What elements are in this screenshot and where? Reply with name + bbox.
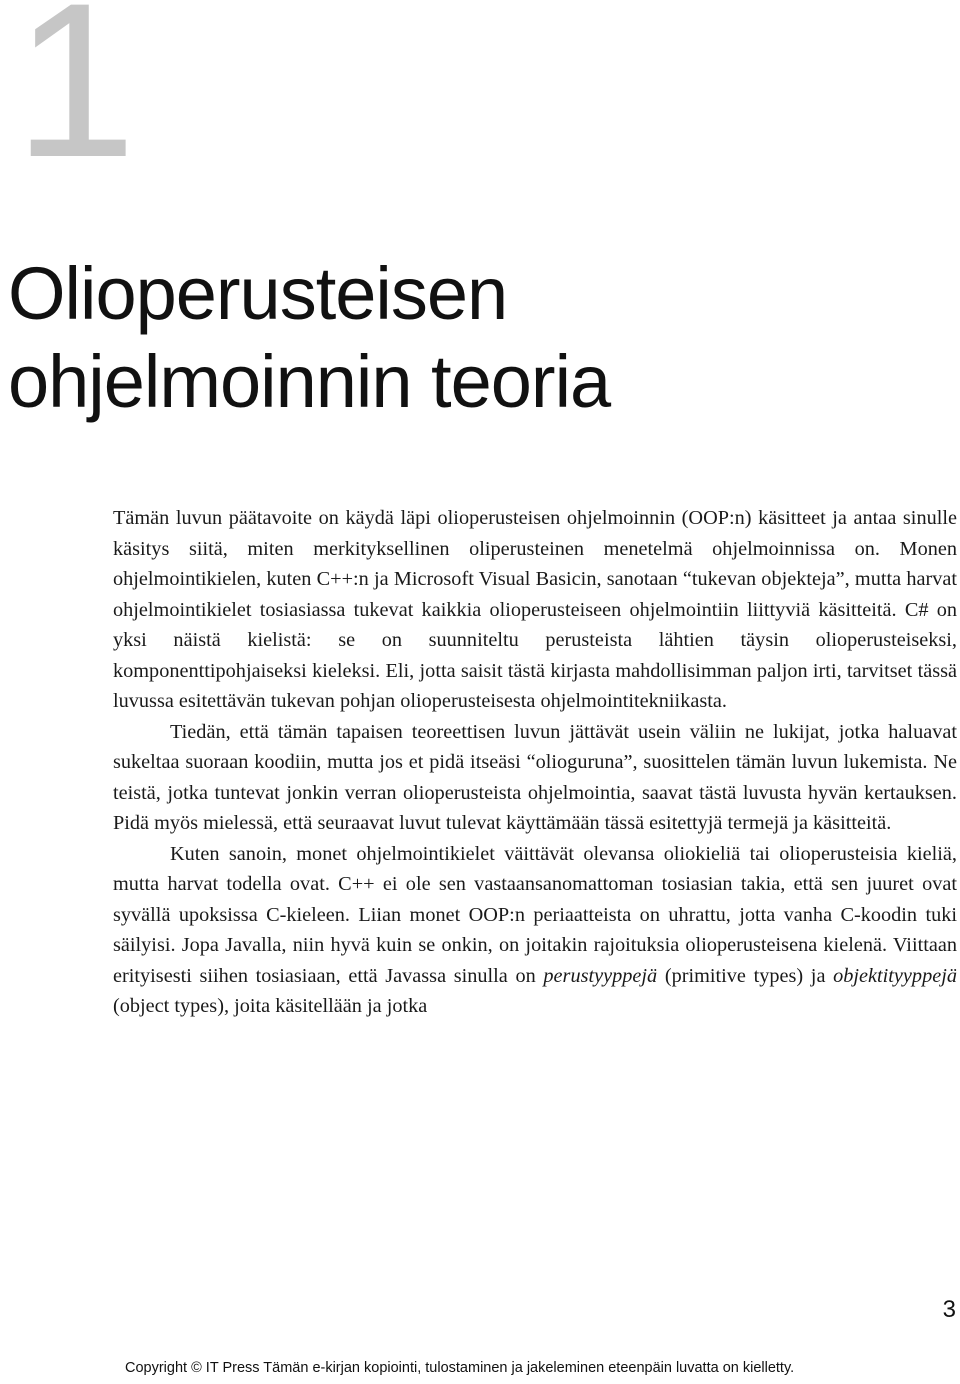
paragraph-2: Tiedän, että tämän tapaisen teoreettisen luvun jättävät usein väliin ne lukijat, jotka haluavat sukeltaa suoraan koodiin, mutta jos et pidä itseäsi “olioguruna”, suosittelen tämän luvun lukemista. Ne teistä, jotka tuntevat jonkin verran olioperusteista ohjelmointia, saavat tästä luvusta hyvän kertauksen. Pidä myös mielessä, että seuraavat luvut tulevat käyttämään tässä esitettyjä termejä ja käsitteitä. — [113, 720, 957, 834]
chapter-number: 1 — [14, 0, 137, 203]
body-text — [113, 503, 957, 1022]
paragraph-1: Tämän luvun päätavoite on käydä läpi olioperusteisen ohjelmoinnin (OOP:n) käsitteet ja antaa sinulle käsitys siitä, miten merkityksellinen oliperusteinen menetelmä ohjelmoinnissa on. Monen ohjelmointikielen, kuten C++:n ja Microsoft Visual Basicin, sanotaan “tukevan objekteja”, mutta harvat ohjelmointikielet tosiasiassa tukevat kaikkia olioperusteiseen ohjelmointiin liittyviä käsitteitä. C# on yksi näistä kielistä: se on suunniteltu perusteista lähtien täysin olioperusteiseksi, komponenttipohjaiseksi kieleksi. Eli, jotta saisit tästä kirjasta mahdollisimman paljon irti, tarvitset tässä luvussa esitettävän tukevan pohjan olioperusteisesta ohjelmointitekniikasta. — [113, 507, 957, 712]
paragraph-3-text-1: Kuten sanoin, monet ohjelmointikielet väittävät olevansa oliokieliä tai olioperusteisia kieliä, mutta harvat todella ovat. C++ ei ole sen vastaansanomattoman tosiasian takia, että sen juuret ovat syvällä upoksissa C-kieleen. Liian monet OOP:n periaatteista on uhrattu, jotta vanha C-koodin tuki säilyisi. Jopa Javalla, niin hyvä kuin se onkin, on joitakin rajoituksia olioperusteisena kielenä. Viittaan erityisesti siihen tosiasiaan, että Javassa sinulla on — [113, 842, 957, 987]
term-objektityyppeja: objektityyppejä — [833, 964, 957, 987]
paragraph-3-text-2: (primitive types) ja — [657, 964, 834, 987]
page-number: 3 — [942, 1296, 956, 1323]
paragraph-3-text-3: (object types), joita käsitellään ja jotka — [113, 995, 428, 1017]
chapter-title-line-2: ohjelmoinnin teoria — [8, 340, 611, 423]
copyright-notice: Copyright © IT Press Tämän e-kirjan kopiointi, tulostaminen ja jakeleminen eteenpäin luvatta on kielletty. — [125, 1360, 795, 1376]
paragraph-3 — [113, 839, 957, 1022]
chapter-title-line-1: Olioperusteisen — [8, 252, 508, 335]
term-perustyyppeja: perustyyppejä — [543, 964, 658, 987]
chapter-title — [8, 250, 610, 426]
